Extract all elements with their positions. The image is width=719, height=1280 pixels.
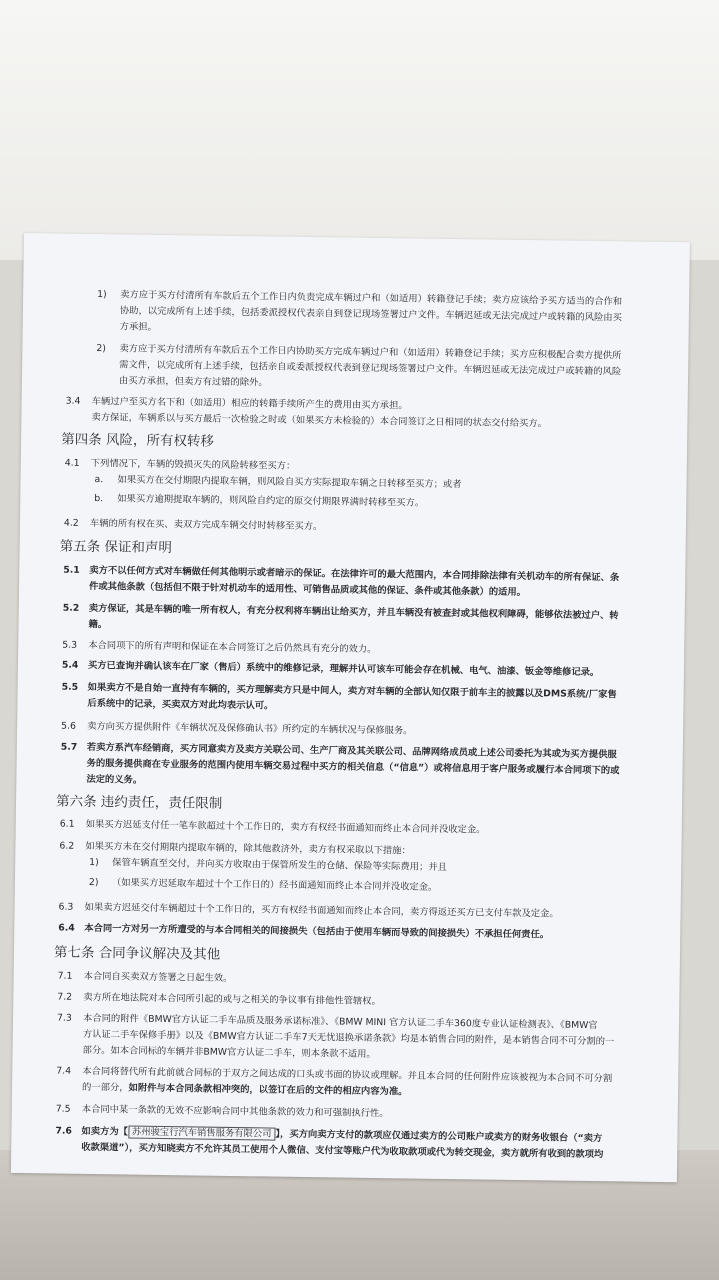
- clause-text: 部分。如本合同标的车辆并非BMW官方认证二手车，则本条款不适用。: [82, 1044, 376, 1060]
- clause-text: 车辆的所有权在买、卖双方完成车辆交付时转移至买方。: [89, 517, 323, 533]
- clause-number: 3.4: [65, 395, 81, 407]
- clause-text: 收款渠道”），买方知晓卖方不允许其员工使用个人微信、支付宝等账户代为收取款项或代为转交现金，卖方就所有收到的款项均: [81, 1141, 604, 1161]
- clause-text: 保管车辆直至交付，并向买方收取由于保管所发生的仓储、保险等实际费用；并且: [112, 857, 447, 873]
- clause-text: 卖方不以任何方式对车辆做任何其他明示或者暗示的保证。在法律许可的最大范围内，本合同排除法律有关机动车的所有保证、条: [89, 564, 620, 584]
- clause-text: 卖方所在地法院对本合同所引起的或与之相关的争议事有排他性管辖权。: [83, 991, 381, 1008]
- clause-number: 7.4: [56, 1065, 72, 1077]
- clause-number: 5.1: [63, 564, 80, 576]
- section-heading: 第五条 保证和声明: [59, 538, 173, 557]
- clause-text: 方认证二手车保修手册》以及《BMW官方认证二手车7天无忧退换承诺条款》均是本销售合同的附件，是本销售合同不可分割的一: [82, 1028, 615, 1048]
- clause-text: 卖方保证，车辆系以与买方最后一次检验之时或（如果买方未检验的）本合同签订之日相同的状态交付给买方。: [91, 411, 548, 430]
- clause-text: 需文件，以完成所有上述手续，包括亲自或委派授权代表到登记现场签署过户文件。车辆迟延或无法完成过户或转籍的风险: [119, 359, 622, 378]
- clause-text: 卖方应于买方付清所有车款后五个工作日内负责完成车辆过户和（如适用）转籍登记手续；卖方应该给予买方适当的合作和: [120, 289, 623, 308]
- clause-text: [82, 1080, 408, 1100]
- clause-text: 本合同项下的所有声明和保证在本合同签订之后仍然具有充分的效力。: [88, 639, 377, 655]
- clause-text-suffix: 】，买方向卖方支付的款项应仅通过卖方的公司账户或卖方的财务收银台（“卖方: [275, 1128, 603, 1145]
- clause-text: 方承担。: [119, 321, 157, 333]
- clause-number: 5.7: [60, 741, 78, 753]
- item-number: 1): [97, 289, 107, 301]
- clause-number: 5.6: [61, 720, 76, 732]
- clause-number: 6.1: [59, 818, 75, 830]
- clause-number: 5.5: [61, 681, 79, 693]
- clause-text: 如果卖方不是自始一直持有车辆的，买方理解卖方只是中间人，卖方对车辆的全部认知仅限于前车主的披露以及DMS系统/厂家售: [87, 681, 617, 701]
- clause-text: 车辆过户至买方名下和（如适用）相应的转籍手续所产生的费用由买方承担。: [91, 395, 408, 412]
- clause-text: 协助，以完成所有上述手续，包括委派授权代表亲自到登记现场签署过户文件。车辆迟延或无法完成过户或转籍的风险由买: [119, 305, 622, 324]
- clause-number: 7.3: [56, 1012, 72, 1024]
- clause-number: 4.1: [64, 457, 80, 469]
- item-number: 2): [96, 343, 107, 355]
- clause-number: 7.6: [55, 1125, 73, 1137]
- clause-number: 5.2: [62, 602, 80, 614]
- clause-text: 由买方承担，但卖方有过错的除外。: [118, 375, 268, 389]
- clause-text: 务的服务提供商在专业服务的范围内使用车辆交易过程中买方的相关信息（“信息”）或将信息用于客户服务或履行本合同项下的或: [86, 757, 620, 777]
- clause-number: 4.2: [63, 517, 79, 529]
- contract-page: [11, 233, 690, 1182]
- clause-text: 本合同一方对另一方所遭受的与本合同相关的间接损失（包括由于使用车辆而导致的间接损失）不承担任何责任。: [84, 922, 550, 941]
- section-heading: 第六条 违约责任，责任限制: [55, 793, 223, 812]
- clause-text: 本合同将替代所有此前就合同标的于双方之间达成的口头或书面的协议或理解。并且本合同的任何附件应该被视为本合同不可分割: [82, 1065, 613, 1085]
- company-name-field: 苏州骏宝行汽车销售服务有限公司: [128, 1126, 276, 1141]
- clause-text: 如果买方迟延支付任一笔车款超过十个工作日的，卖方有权经书面通知而终止本合同并没收定金。: [85, 818, 486, 836]
- clause-text-bold: 如附件与本合同条款相冲突的，以签订在后的文件的相应内容为准。: [128, 1082, 408, 1098]
- clause-number: 6.4: [58, 922, 75, 934]
- clause-number: 6.3: [58, 901, 74, 913]
- clause-text: 如果卖方迟延交付车辆超过十个工作日的，买方有权经书面通知而终止本合同，卖方得返还买方已支付车款及定金。: [84, 901, 559, 920]
- clause-number: 5.4: [61, 659, 79, 671]
- section-heading: 第四条 风险，所有权转移: [61, 431, 215, 450]
- clause-text: 籍。: [88, 618, 108, 631]
- clause-number: 6.2: [59, 840, 75, 852]
- clause-text: 后系统中的记录，买卖双方对此均表示认可。: [87, 697, 274, 712]
- clause-text: 下列情况下，车辆的毁损灭失的风险转移至买方：: [90, 457, 296, 472]
- clause-number: 7.1: [57, 970, 73, 982]
- clause-text: 若卖方系汽车经销商，买方同意卖方及卖方关联公司、生产厂商及其关联公司、品牌网络成员或上述公司委托为其或为买方提供服: [86, 741, 617, 761]
- item-number: 2): [88, 876, 99, 889]
- clause-text: 件或其他条款（包括但不限于针对机动车的适用性、可销售品质或其他的保证、条件或其他条款）的适用。: [88, 580, 527, 599]
- clause-text: 如果买方未在交付期限内提取车辆的，除其他救济外，卖方有权采取以下措施：: [85, 840, 411, 857]
- clause-text: 本合同自买卖双方签署之日起生效。: [83, 970, 233, 984]
- clause-text: 买方已查询并确认该车在厂家（售后）系统中的维修记录，理解并认可该车可能会存在机械、电气、油漆、钣金等维修记录。: [87, 659, 600, 679]
- clause-number: 7.5: [55, 1103, 71, 1115]
- item-number: 1): [89, 856, 99, 869]
- clause-text: 卖方应于买方付清所有车款后五个工作日内协助买方完成车辆过户和（如适用）转籍登记手续；买方应积极配合卖方提供所: [119, 343, 622, 362]
- item-number: a.: [94, 474, 104, 486]
- item-number: b.: [94, 493, 104, 505]
- clause-text: 如果买方逾期提取车辆的，则风险自约定的原交付期限界满时转移至买方。: [117, 493, 425, 509]
- background-top: [0, 0, 719, 260]
- clause-number: 5.3: [62, 639, 78, 651]
- clause-text-prefix: 如卖方为【: [81, 1125, 129, 1138]
- clause-number: 7.2: [57, 991, 73, 1003]
- section-heading: 第七条 合同争议解决及其他: [53, 944, 221, 963]
- clause-text: 本合同的附件《BMW官方认证二手车品质及服务承诺标准》、《BMW MINI 官方认证二手车360度专业认证检测表》、《BMW官: [82, 1012, 598, 1032]
- clause-text: 法定的义务。: [86, 773, 143, 786]
- clause-text: （如果买方迟延取车超过十个工作日的）经书面通知而终止本合同并没收定金。: [111, 877, 438, 893]
- clause-text-plain: 的一部分，: [81, 1081, 129, 1094]
- clause-text: 卖方保证，其是车辆的唯一所有权人，有充分权利将车辆出让给买方，并且车辆没有被查封或其他权利障碍，能够依法被过户、转: [88, 602, 619, 622]
- clause-text: 本合同中某一条款的无效不应影响合同中其他条款的效力和可强制执行性。: [81, 1103, 389, 1120]
- clause-text: 如果买方在交付期限内提取车辆，则风险自买方实际提取车辆之日转移至买方；或者: [117, 474, 462, 491]
- clause-text: 卖方向买方提供附件《车辆状况及保修确认书》所约定的车辆状况与保修服务。: [87, 720, 413, 737]
